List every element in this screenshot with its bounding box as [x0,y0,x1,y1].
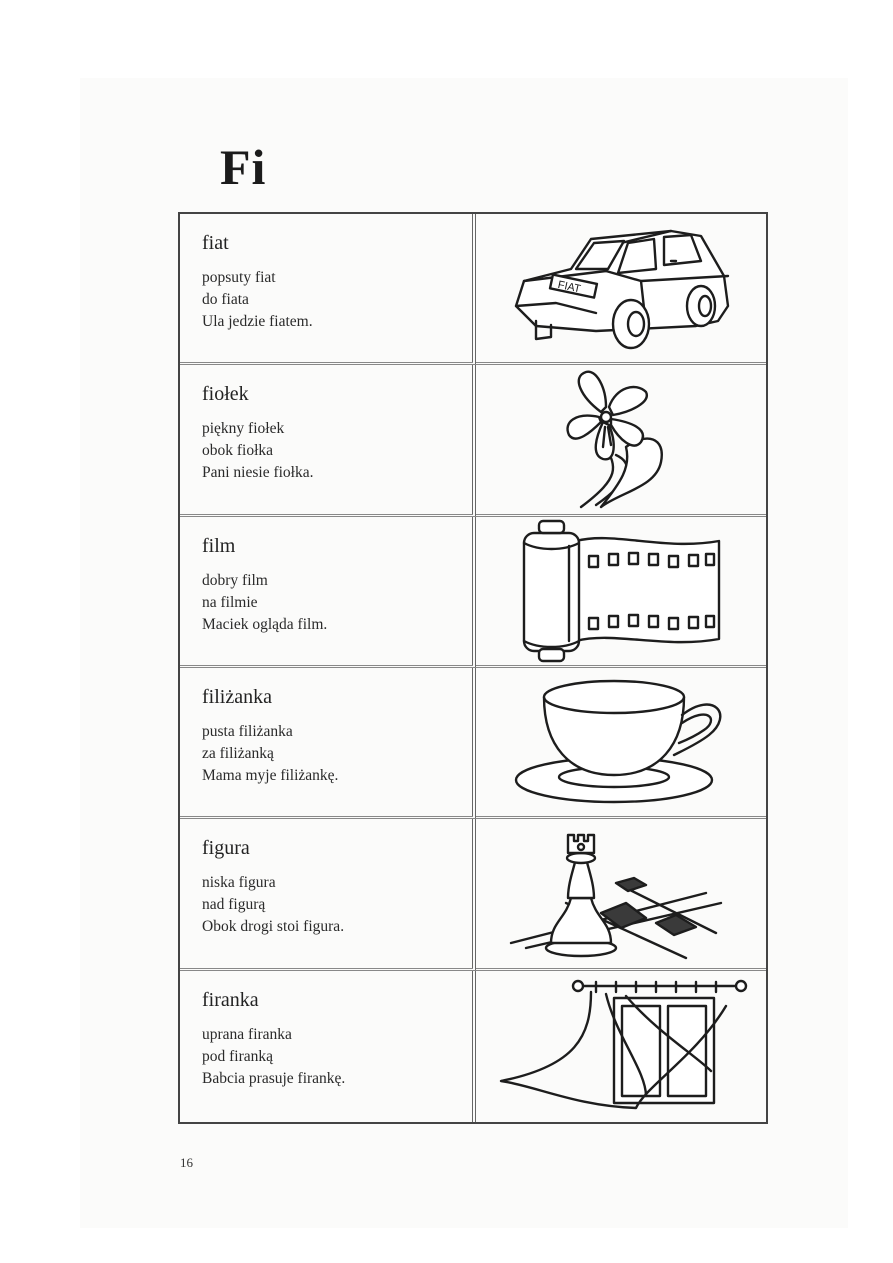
page-heading: Fi [220,139,267,195]
entry-picture-cell [476,819,766,970]
entry-word: fiołek [202,383,249,406]
entry-line: niska figura [202,874,276,892]
entry-word: film [202,534,236,557]
entry-line: do fiata [202,291,249,308]
entry-picture-cell [476,365,766,516]
entry-text-cell [180,517,476,668]
entry-word: fiat [202,232,229,254]
teacup-picture [514,675,729,810]
entry-line: za filiżanką [202,744,274,762]
entry-text-cell [180,365,476,516]
entry-line: uprana firanka [202,1025,292,1043]
entry-picture-cell [476,971,766,1122]
entry-word: figura [202,837,250,860]
window-curtain-picture [496,976,746,1116]
car-plate-text: FIAT [556,278,582,296]
entry-line: Maciek ogląda film. [202,615,328,633]
entry-line: Pani niesie fiołka. [202,464,314,482]
entry-line: dobry film [202,571,268,589]
chess-rook-picture [506,823,736,963]
entry-word: firanka [202,988,259,1011]
entry-line: piękny fiołek [202,420,285,438]
entry-line: pusta filiżanka [202,722,293,740]
film-roll-picture [514,521,729,661]
entry-text-cell [180,668,476,819]
entry-text-cell [180,214,476,365]
entry-line: nad figurą [202,896,266,914]
entry-line: pod firanką [202,1047,274,1065]
word-table [178,212,768,1124]
entry-word: filiżanka [202,685,272,708]
entry-picture-cell [476,668,766,819]
entry-line: Ula jedzie fiatem. [202,313,313,330]
entry-picture-cell [476,517,766,668]
entry-line: na filmie [202,593,258,611]
entry-line: Babcia prasuje firankę. [202,1069,346,1087]
entry-line: Mama myje filiżankę. [202,766,339,784]
entry-picture-cell [476,214,766,365]
page-number: 16 [180,1155,193,1170]
entry-line: obok fiołka [202,442,274,460]
entry-line: popsuty fiat [202,269,276,286]
violet-flower-picture [561,367,681,512]
car-picture [496,221,746,356]
entry-text-cell [180,971,476,1122]
entry-line: Obok drogi stoi figura. [202,918,345,936]
entry-text-cell [180,819,476,970]
